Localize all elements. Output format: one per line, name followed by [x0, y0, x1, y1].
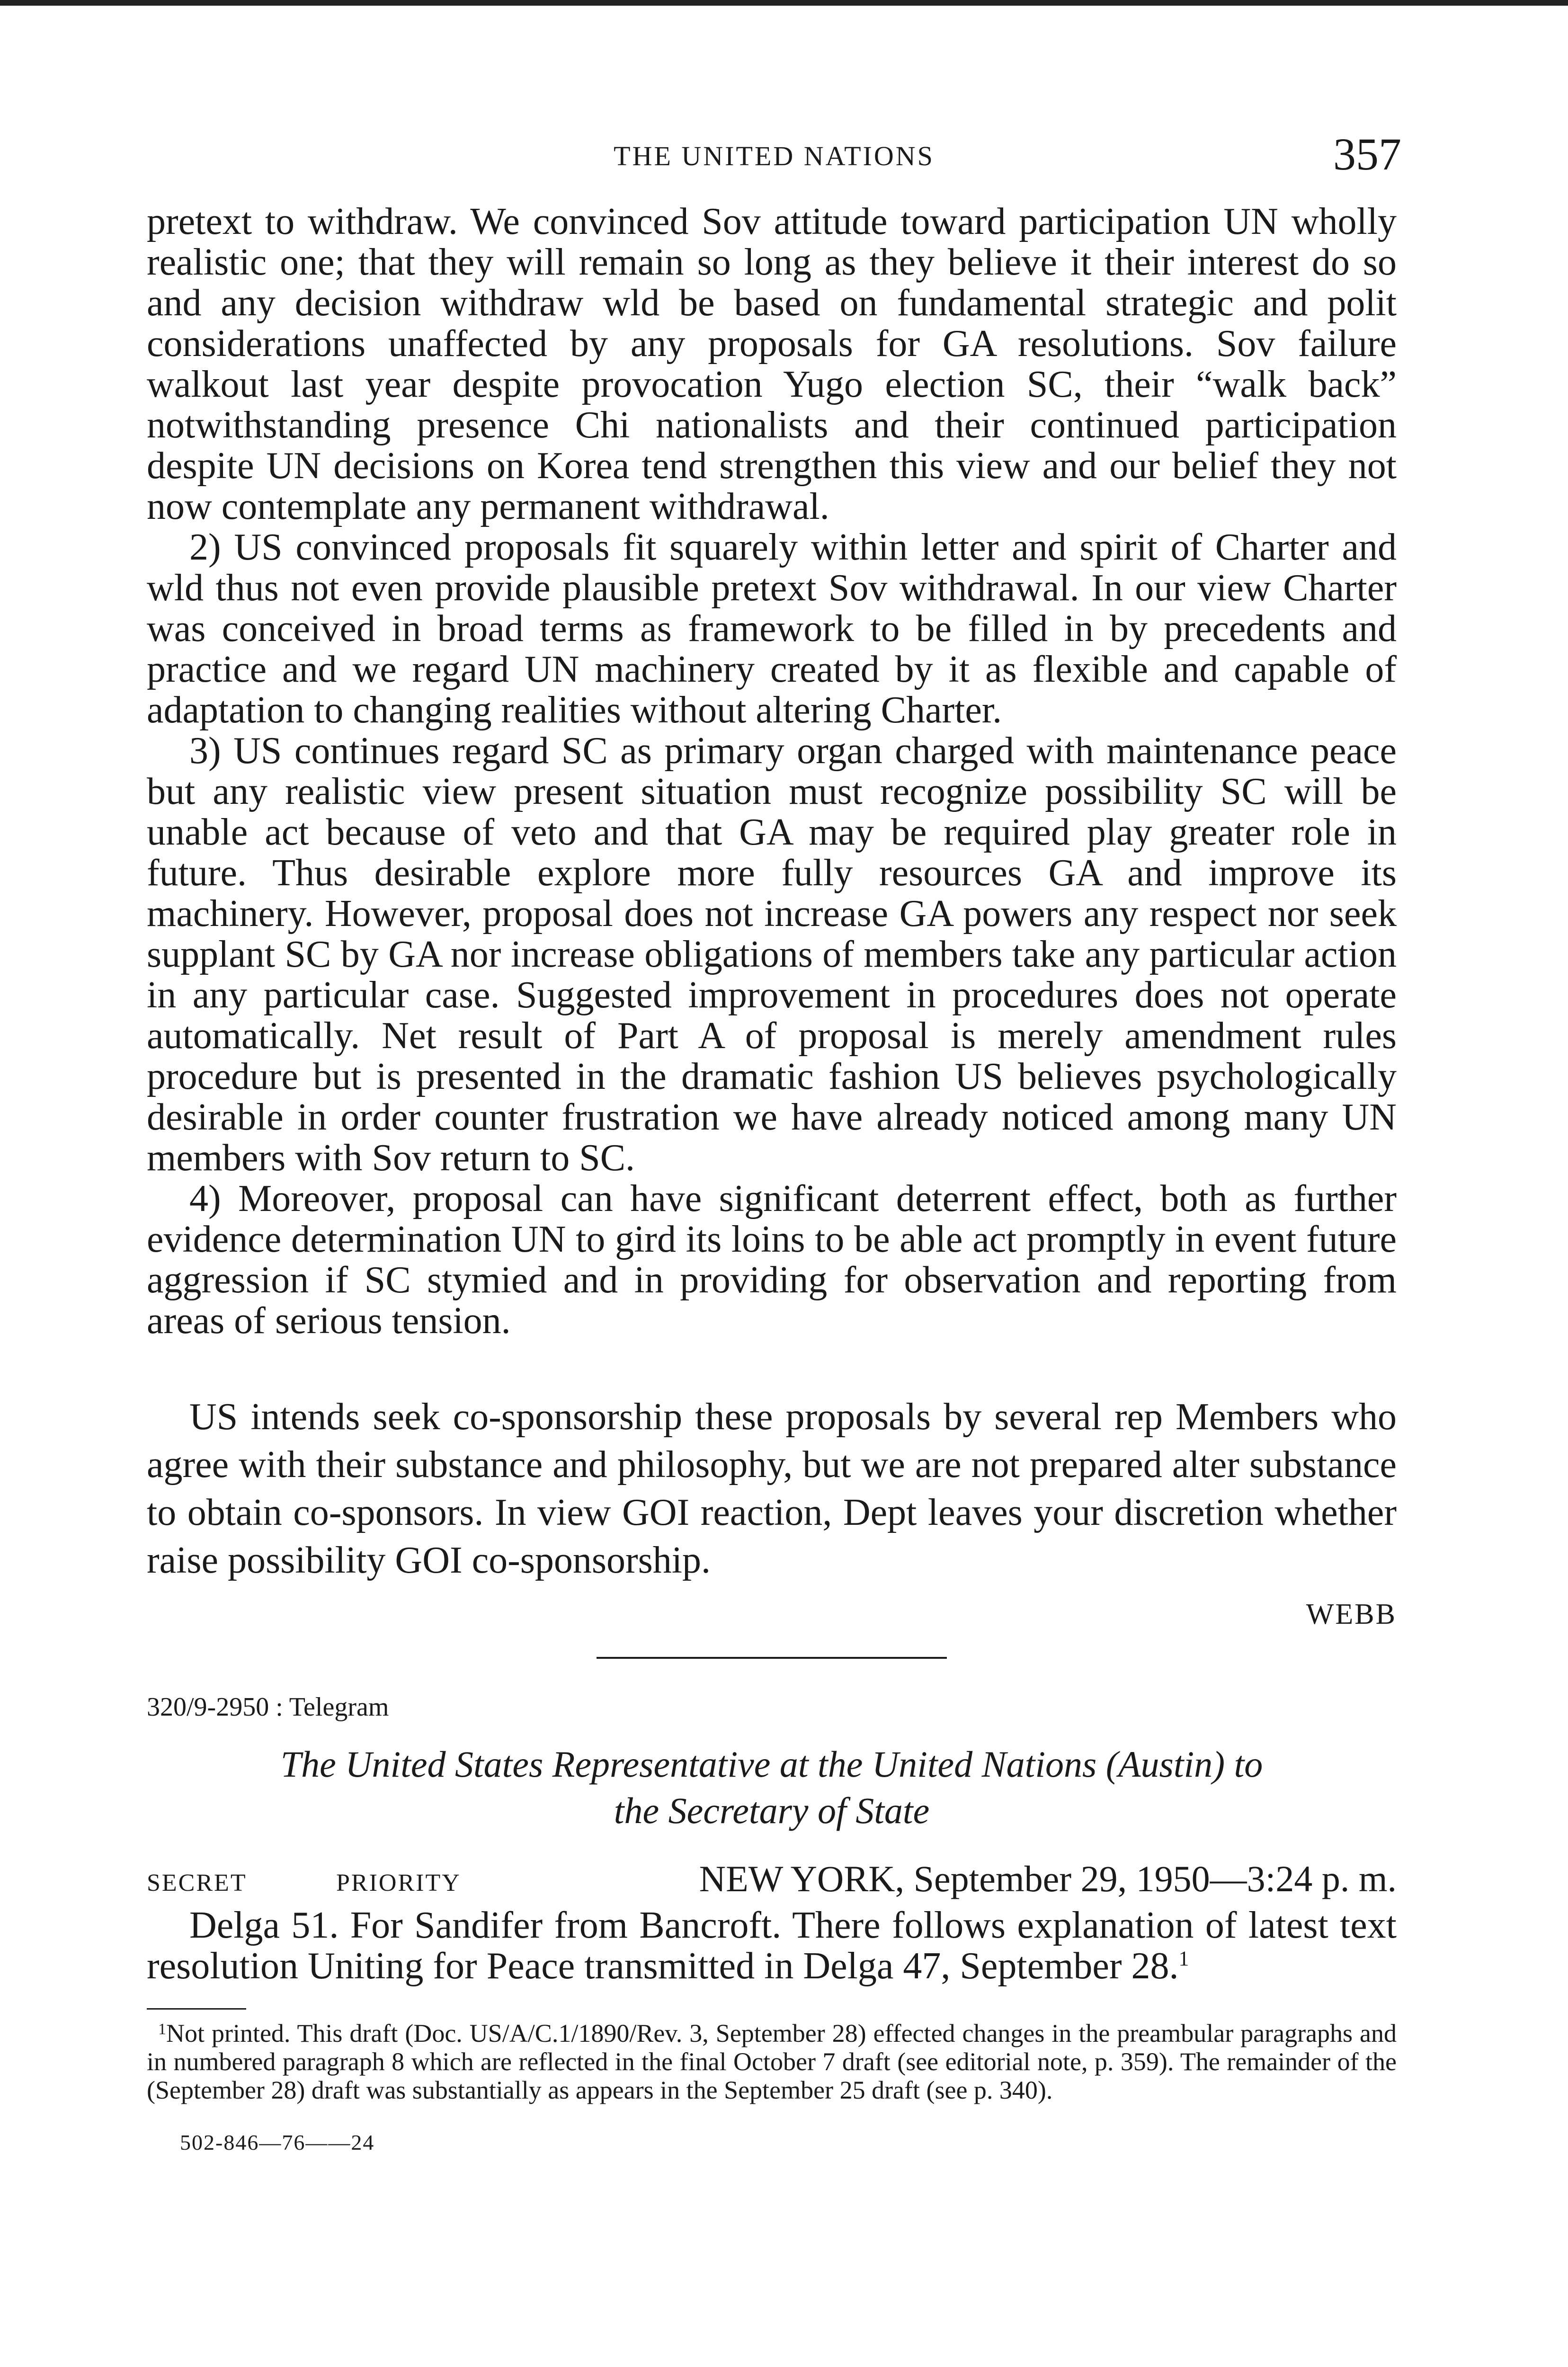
top-border	[0, 0, 1568, 6]
section-divider	[597, 1657, 947, 1659]
paragraph-point-3: 3) US continues regard SC as primary organ charged with maintenance peace but any realistic view present situation must recognize possibility SC will be unable act because of veto and that GA may be required play greater role in future. Thus desirable explore more fully resources GA and improve its machinery. However, proposal does not increase GA powers any respect nor seek supplant SC by GA nor increase obligations of members take any particular action in any particular case. Suggested improvement in procedures does not operate automatically. Net result of Part A of proposal is merely amendment rules procedure but is presented in the dramatic fashion US believes psychologically desirable in order counter frustration we have already noticed among many UN members with Sov return to SC.	[147, 730, 1397, 1179]
document-file-reference: 320/9-2950 : Telegram	[147, 1692, 389, 1722]
classification-label: SECRET	[147, 1869, 247, 1896]
document-title-line-2: the Secretary of State	[614, 1790, 930, 1831]
precedence-label: PRIORITY	[336, 1869, 461, 1896]
page-header	[147, 128, 1401, 185]
paragraph-point-4: 4) Moreover, proposal can have significant deterrent effect, both as further evidence determination UN to gird its loins to be able act promptly in event future aggression if SC stymied and in providing for observation and reporting from areas of serious tension.	[147, 1178, 1397, 1342]
running-head: THE UNITED NATIONS	[614, 141, 935, 171]
document-title	[147, 1741, 1397, 1834]
footnote-text: Not printed. This draft (Doc. US/A/C.1/1890/Rev. 3, September 28) effected changes in the preambular paragraphs and in numbered paragraph 8 which are reflected in the final October 7 draft (see editorial note, p. 359). The remainder of the (September 28) draft was substantially as appears in the September 25 draft (see p. 340).	[147, 2019, 1397, 2104]
footnote-marker: 1	[158, 2020, 166, 2038]
signature: WEBB	[1306, 1598, 1397, 1630]
telegram-text-body: Delga 51. For Sandifer from Bancroft. There follows explanation of latest text resolution Uniting for Peace transmitted in Delga 47, September 28.	[147, 1904, 1397, 1987]
dateline	[147, 1858, 1397, 1905]
paragraph-co-sponsorship: US intends seek co-sponsorship these proposals by several rep Members who agree with their substance and philosophy, but we are not prepared alter substance to obtain co-sponsors. In view GOI reaction, Dept leaves your discretion whether raise possibility GOI co-sponsorship.	[147, 1396, 1397, 1581]
page-number: 357	[1333, 129, 1401, 179]
place-date-time: NEW YORK, September 29, 1950—3:24 p. m.	[699, 1858, 1397, 1899]
footnote-reference: 1	[1178, 1947, 1189, 1970]
footnote	[147, 2015, 1397, 2104]
page-body	[147, 201, 1397, 2155]
document-title-line-1: The United States Representative at the United Nations (Austin) to	[280, 1744, 1263, 1785]
footnote-rule	[147, 2008, 246, 2010]
telegram-text	[147, 1905, 1397, 1986]
paragraph-continuation: pretext to withdraw. We convinced Sov attitude toward participation UN wholly realistic one; that they will remain so long as they believe it their interest do so and any decision withdraw wld be based on fundamental strategic and polit considerations unaffected by any proposals for GA resolutions. Sov failure walkout last year despite provocation Yugo election SC, their “walk back” notwithstanding presence Chi nationalists and their continued participation despite UN decisions on Korea tend strengthen this view and our belief they not now contemplate any permanent withdrawal.	[147, 201, 1397, 527]
paragraph-point-2: 2) US convinced proposals fit squarely within letter and spirit of Charter and wld thus not even provide plausible pretext Sov withdrawal. In our view Charter was conceived in broad terms as framework to be filled in by precedents and practice and we regard UN machinery created by it as flexible and capable of adaptation to changing realities without altering Charter.	[147, 526, 1397, 731]
printer-code: 502-846—76——24	[180, 2130, 375, 2154]
